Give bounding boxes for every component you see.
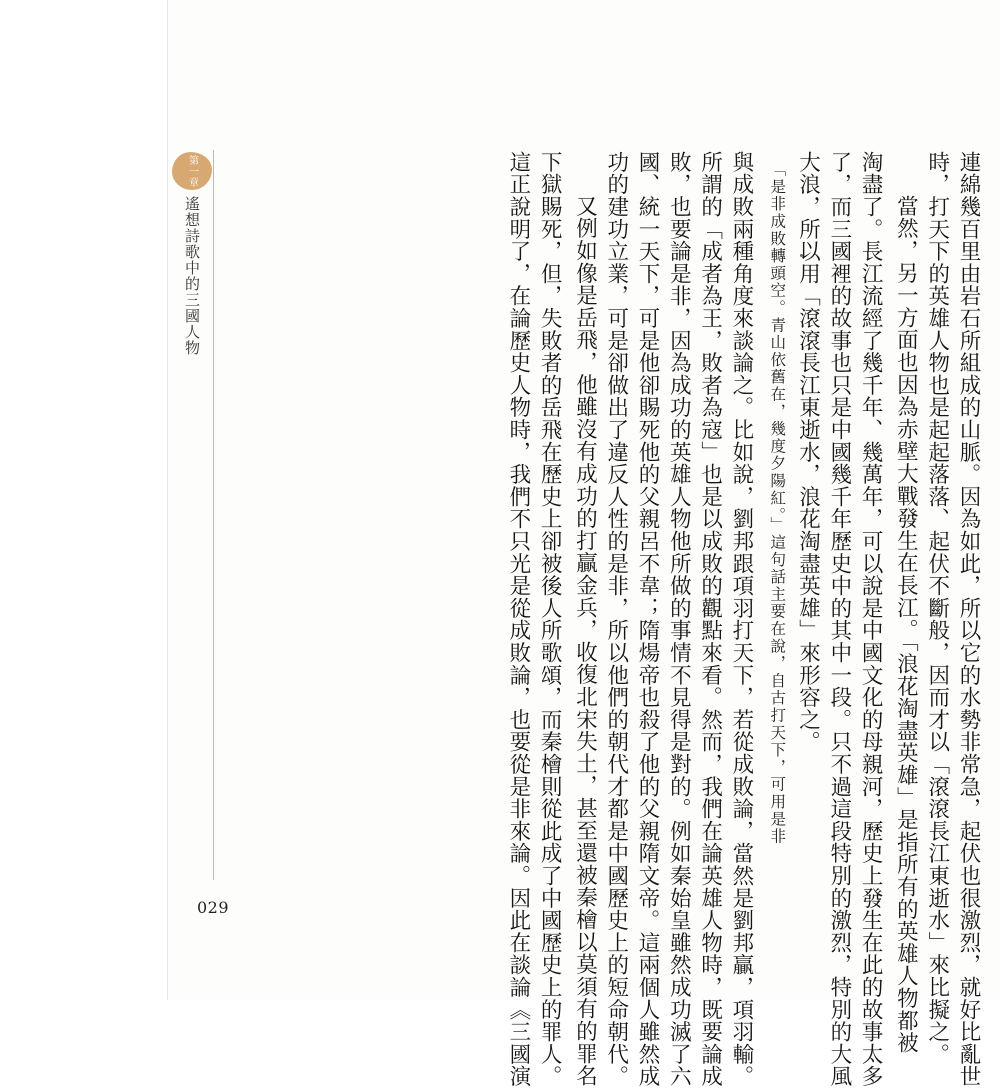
text-column: 淘盡了。長江流經了幾千年、幾萬年，可以說是中國文化的母親河，歷史上發生在此的故事太多 <box>858 151 884 1088</box>
text-column: 敗，也要論是非，因為成功的英雄人物他所做的事情不見得是對的。例如秦始皇雖然成功滅了六 <box>666 151 692 1088</box>
outer-margin <box>0 0 168 1000</box>
chapter-title: 遙想詩歌中的三國人物 <box>183 196 201 356</box>
text-column: 國、統一天下，可是他卻賜死他的父親呂不韋；隋煬帝也殺了他的父親隋文帝。這兩個人雖然成 <box>635 151 661 1088</box>
text-column: 「是非成敗轉頭空。青山依舊在，幾度夕陽紅。」這句話主要在說，自古打天下，可用是非 <box>768 161 787 846</box>
text-column: 與成敗兩種角度來談論之。比如說，劉邦跟項羽打天下，若從成敗論，當然是劉邦贏，項羽輸。 <box>728 151 754 1088</box>
chapter-label: 第一章 <box>186 154 198 188</box>
text-column: 當然，另一方面也因為赤壁大戰發生在長江。「浪花淘盡英雄」是指所有的英雄人物都被 <box>893 195 919 1054</box>
text-column: 連綿幾百里由岩石所組成的山脈。因為如此，所以它的水勢非常急，起伏也很激烈，就好比亂世 <box>956 151 981 1088</box>
text-column: 了，而三國裡的故事也只是中國幾千年歷史中的其中一段。只不過這段特別的激烈，特別的大風 <box>826 151 852 1088</box>
text-column: 下獄賜死，但，失敗者的岳飛在歷史上卻被後人所歌頌，而秦檜則從此成了中國歷史上的罪人。 <box>537 151 563 1088</box>
text-column: 又例如像是岳飛，他雖沒有成功的打贏金兵，收復北宋失土，甚至還被秦檜以莫須有的罪名 <box>572 195 598 1087</box>
text-column: 所謂的「成者為王，敗者為寇」也是以成敗的觀點來看。然而，我們在論英雄人物時，既要論成 <box>697 151 723 1088</box>
text-column: 時，打天下的英雄人物也是起起落落、起伏不斷般，因而才以「滾滾長江東逝水」來比擬之。 <box>924 151 950 1066</box>
body-text <box>248 151 984 1088</box>
page-number: 029 <box>197 898 230 917</box>
text-column: 這正說明了，在論歷史人物時，我們不只光是從成敗論，也要從是非來論。因此在談論《三國演 <box>505 151 531 1088</box>
margin-divider <box>213 150 214 880</box>
text-column: 大浪，所以用「滾滾長江東逝水，浪花淘盡英雄」來形容之。 <box>795 151 821 754</box>
text-column: 功的建功立業，可是卻做出了違反人性的是非，所以他們的朝代才都是中國歷史上的短命朝代。 <box>603 151 629 1088</box>
